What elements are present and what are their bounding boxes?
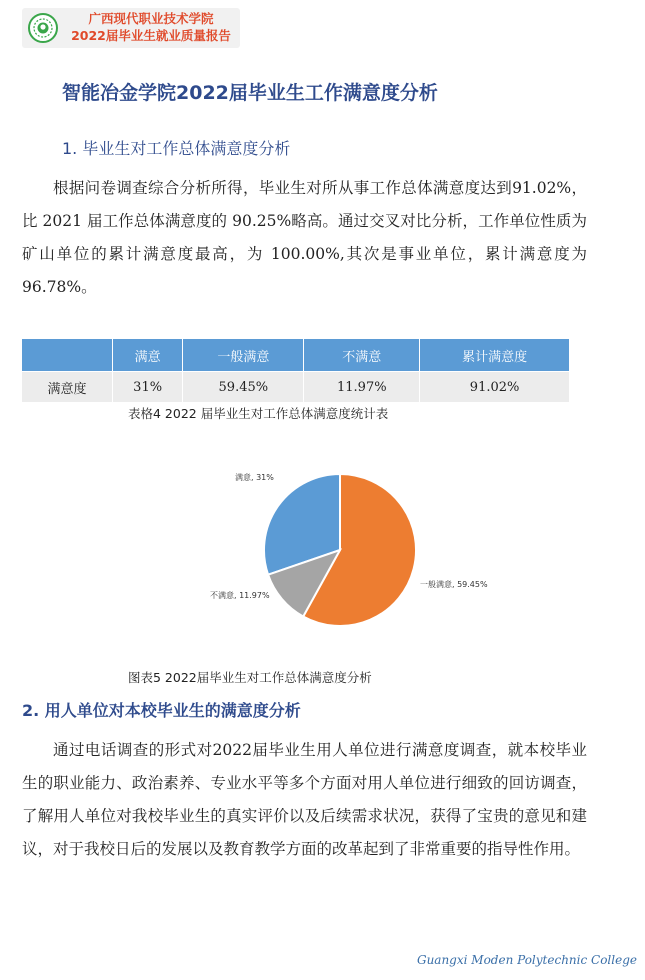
satisfaction-pie-chart [190,440,510,655]
pie-data-label: 不满意, 11.97% [210,591,270,600]
table-cell: 31% [113,372,183,403]
section1-paragraph: 根据问卷调查综合分析所得，毕业生对所从事工作总体满意度达到91.02%，比 2021 届工作总体满意度的 90.25%略高。通过交叉对比分析，工作单位性质为矿山单位的累计满意度最高，为 100.00%,其次是事业单位，累计满意度为96.78%。 [22,179,587,296]
table-header-row [22,339,570,372]
table-header-cell [22,339,113,372]
header-college-name: 广西现代职业技术学院 [88,11,214,26]
table-caption: 表格4 2022 届毕业生对工作总体满意度统计表 [128,406,389,421]
pie-data-label: 满意, 31% [235,473,274,482]
table-cell: 满意度 [22,372,113,403]
table-cell: 59.45% [183,372,304,403]
section2-paragraph: 通过电话调查的形式对2022届毕业生用人单位进行满意度调查，就本校毕业生的职业能力、政治素养、专业水平等多个方面对用人单位进行细致的回访调查，了解用人单位对我校毕业生的真实评价以及后续需求状况，获得了宝贵的意见和建议，对于我校日后的发展以及教育教学方面的改革起到了非常重要的指导性作用。 [22,741,587,858]
table-cell: 11.97% [304,372,420,403]
page-title: 智能冶金学院2022届毕业生工作满意度分析 [62,82,438,104]
table-header-cell: 满意 [113,339,183,372]
table-header-cell: 累计满意度 [420,339,570,372]
section2-heading: 2. 用人单位对本校毕业生的满意度分析 [22,701,301,720]
header-report-name: 2022届毕业生就业质量报告 [71,27,231,43]
chart-caption: 图表5 2022届毕业生对工作总体满意度分析 [128,670,372,685]
college-logo-icon [28,13,58,43]
table-header-cell: 一般满意 [183,339,304,372]
table-header-cell: 不满意 [304,339,420,372]
report-header-badge [22,8,240,48]
table-cell: 91.02% [420,372,570,403]
table-row [22,372,570,403]
footer-college-name: Guangxi Moden Polytechnic College [416,953,637,967]
satisfaction-table [22,339,570,402]
section1-heading: 1. 毕业生对工作总体满意度分析 [62,139,291,158]
pie-data-label: 一般满意, 59.45% [420,580,488,589]
